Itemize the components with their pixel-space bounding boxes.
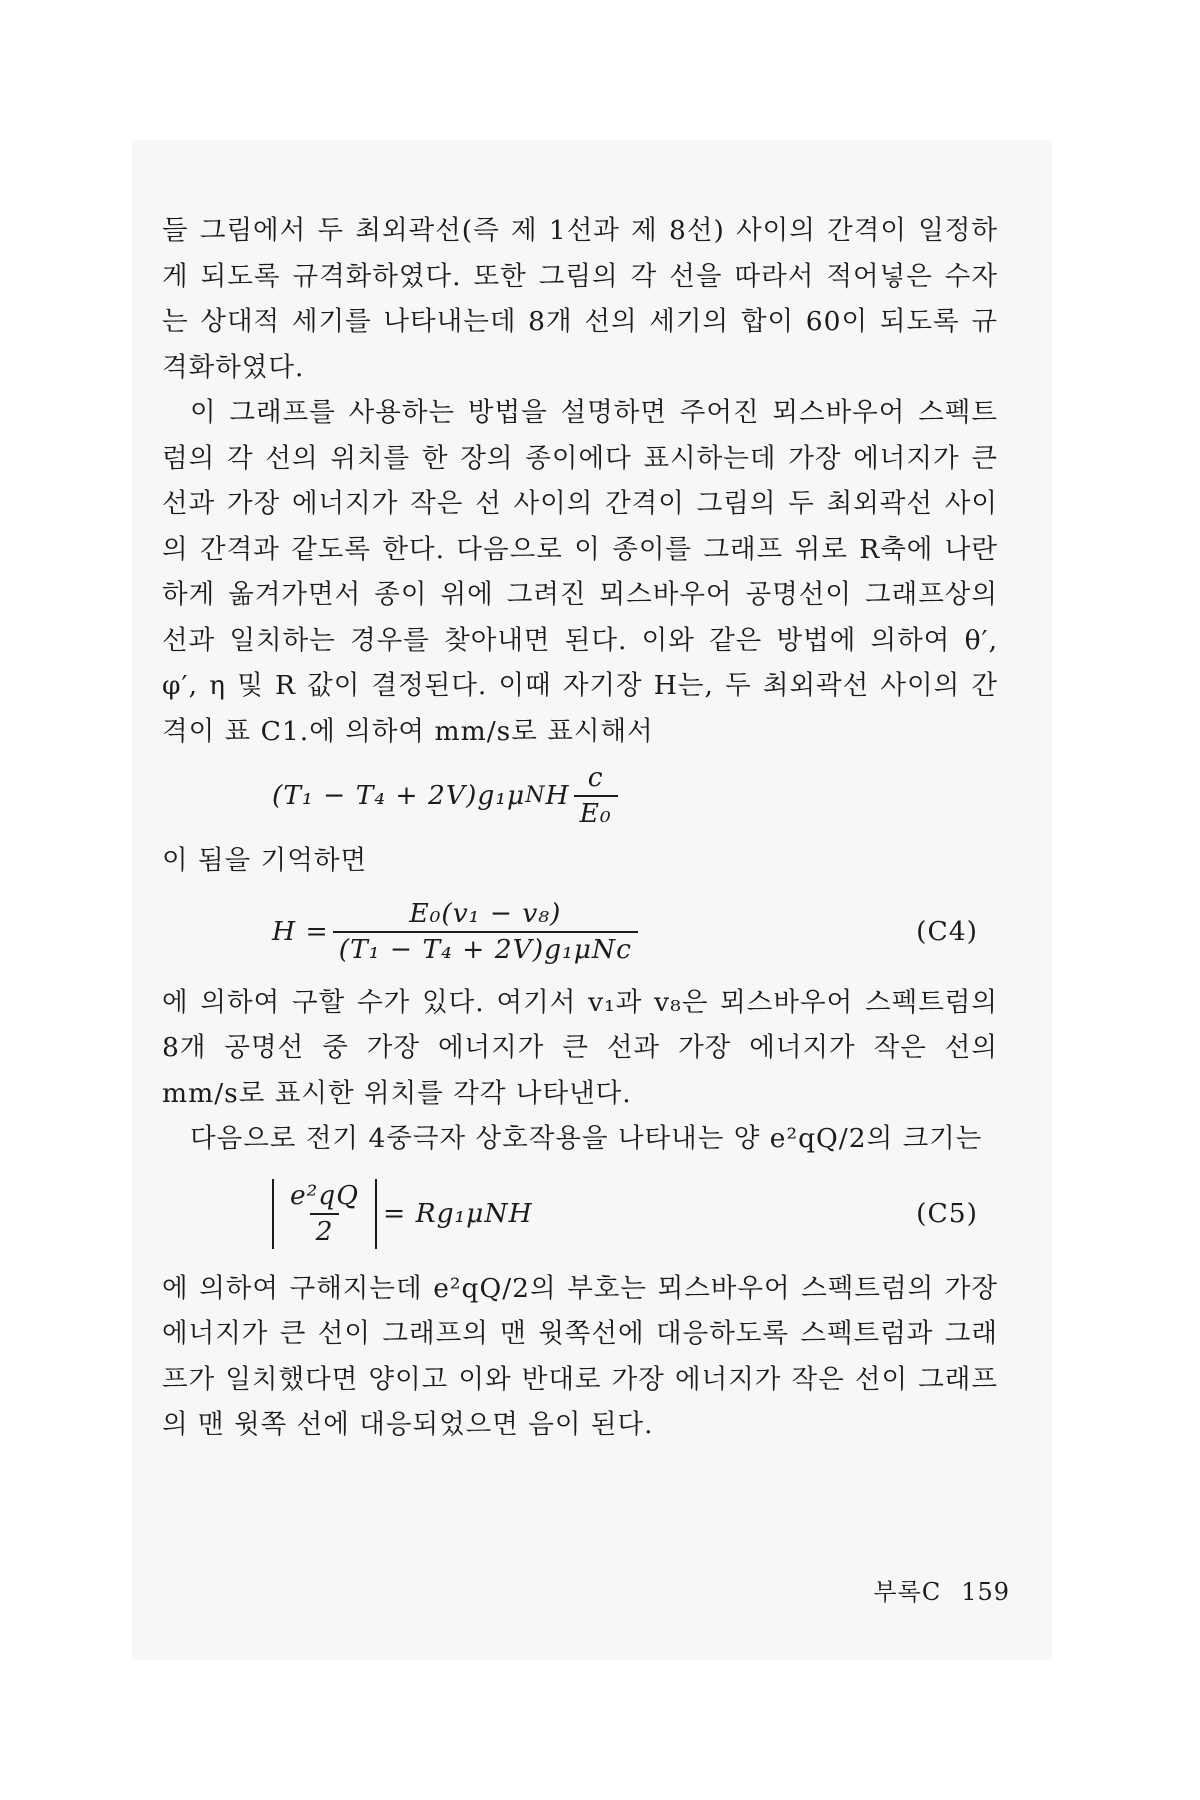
eq1-subscript: N (525, 783, 546, 809)
page-footer (873, 1572, 1010, 1607)
eq3-fraction (284, 1179, 365, 1249)
equation-field-spacing (162, 754, 998, 838)
equation-c5 (162, 1162, 998, 1266)
equation-tag-c4: (C4) (916, 915, 978, 947)
eq3-rhs: = Rg₁μNH (383, 1197, 533, 1229)
paragraph-4: 에 의하여 구할 수가 있다. 여기서 v₁과 v₈은 뫼스바우어 스펙트럼의 8개 공명선 중 가장 에너지가 큰 선과 가장 에너지가 작은 선의 mm/s로 표시한 위치를 각각 나타낸다. (162, 986, 998, 1109)
eq3-denominator: 2 (310, 1213, 340, 1249)
eq3-numerator: e²qQ (290, 1179, 359, 1211)
eq1-mid: H (545, 780, 570, 812)
paragraph-2: 이 그래프를 사용하는 방법을 설명하면 주어진 뫼스바우어 스펙트럼의 각 선의 위치를 한 장의 종이에다 표시하는데 가장 에너지가 큰 선과 가장 에너지가 작은 선 사이의 간격이 그림의 두 최외곽선 사이의 간격과 같도록 한다. 다음으로 이 종이를 그래프 위로 R축에 나란하게 옮겨가면서 종이 위에 그려진 뫼스바우어 공명선이 그래프상의 선과 일치하는 경우를 찾아내면 된다. 이와 같은 방법에 의하여 θ′, φ′, η 및 R 값이 결정된다. 이때 자기장 H는, 두 최외곽선 사이의 간격이 표 C1.에 의하여 mm/s로 표시해서 (162, 397, 998, 747)
body-text (162, 208, 998, 1448)
eq1-prefix: (T₁ − T₄ + 2V)g₁μ (272, 780, 526, 812)
paragraph-1: 들 그림에서 두 최외곽선(즉 제 1선과 제 8선) 사이의 간격이 일정하게 되도록 규격화하였다. 또한 그림의 각 선을 따라서 적어넣은 수자는 상대적 세기를 나타내는데 8개 선의 세기의 합이 60이 되도록 규격화하였다. (162, 215, 998, 383)
eq2-denominator: (T₁ − T₄ + 2V)g₁μNc (333, 931, 638, 967)
eq2-lhs: H = (272, 915, 329, 947)
eq2-fraction (333, 897, 638, 967)
equation-c4 (162, 884, 998, 980)
equation-tag-c5: (C5) (916, 1197, 978, 1229)
eq2-numerator: E₀(v₁ − v₈) (409, 897, 562, 929)
footer-section-label: 부록C (873, 1578, 942, 1606)
page-number: 159 (961, 1578, 1010, 1606)
paragraph-5: 다음으로 전기 4중극자 상호작용을 나타내는 양 e²qQ/2의 크기는 (190, 1123, 983, 1154)
eq1-fraction (574, 761, 618, 831)
paragraph-3: 이 됨을 기억하면 (162, 845, 368, 876)
paragraph-6: 에 의하여 구해지는데 e²qQ/2의 부호는 뫼스바우어 스펙트럼의 가장 에너지가 큰 선이 그래프의 맨 윗쪽선에 대응하도록 스펙트럼과 그래프가 일치했다면 양이고 이와 반대로 가장 에너지가 작은 선이 그래프의 맨 윗쪽 선에 대응되었으면 음이 된다. (162, 1272, 998, 1440)
eq3-absolute-value (272, 1179, 377, 1249)
eq1-numerator: c (587, 762, 604, 793)
eq1-denominator: E₀ (574, 795, 618, 831)
